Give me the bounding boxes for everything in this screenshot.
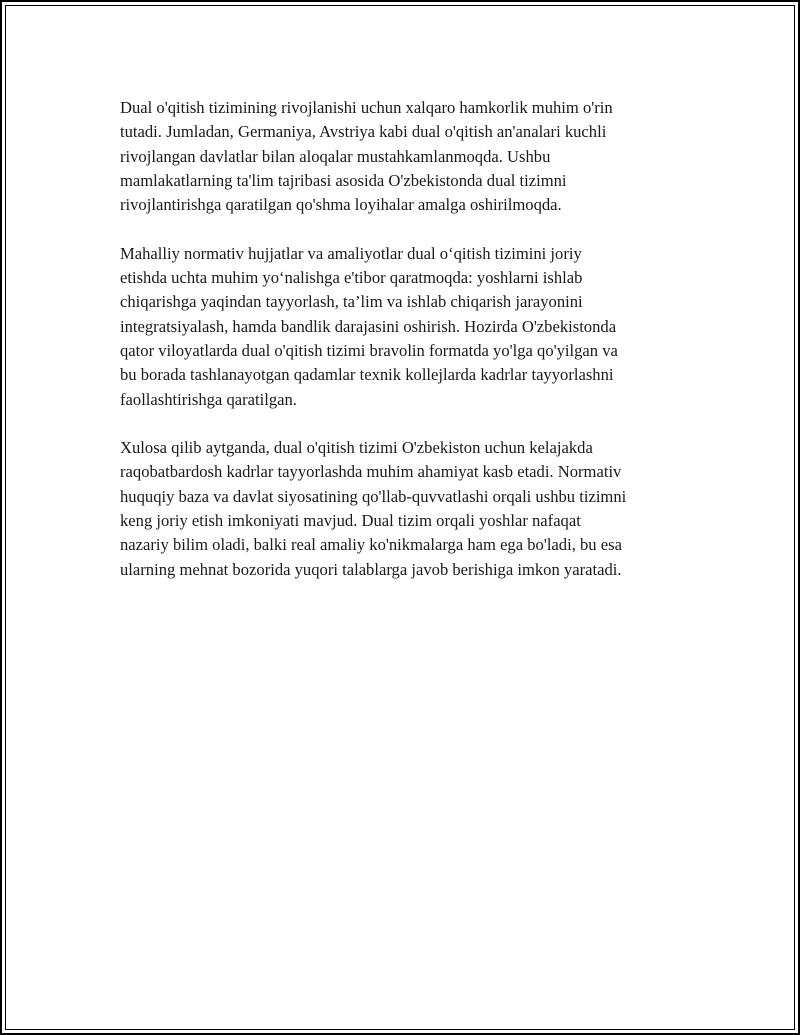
text-line: raqobatbardosh kadrlar tayyorlashda muhim ahamiyat kasb etadi. Normativ (120, 462, 622, 482)
text-line: tutadi. Jumladan, Germaniya, Avstriya kabi dual o'qitish an'analari kuchli (120, 122, 607, 142)
text-line: etishda uchta muhim yo‘nalishga e'tibor qaratmoqda: yoshlarni ishlab (120, 268, 583, 288)
paragraph-1 (120, 96, 700, 217)
text-line: Dual o'qitish tizimining rivojlanishi uchun xalqaro hamkorlik muhim o'rin (120, 98, 613, 117)
text-line: bu borada tashlanayotgan qadamlar texnik kollejlarda kadrlar tayyorlashni (120, 365, 614, 385)
text-line: nazariy bilim oladi, balki real amaliy ko'nikmalarga ham ega bo'ladi, bu esa (120, 535, 622, 555)
paragraph-3 (120, 436, 700, 582)
text-line: Xulosa qilib aytganda, dual o'qitish tizimi O'zbekiston uchun kelajakda (120, 438, 593, 458)
text-line: keng joriy etish imkoniyati mavjud. Dual tizim orqali yoshlar nafaqat (120, 511, 581, 531)
text-line: rivojlantirishga qaratilgan qo'shma loyihalar amalga oshirilmoqda. (120, 195, 562, 215)
paragraph-2 (120, 242, 700, 412)
text-line: Mahalliy normativ hujjatlar va amaliyotlar dual o‘qitish tizimini joriy (120, 243, 582, 263)
text-line: ularning mehnat bozorida yuqori talablarga javob berishiga imkon yaratadi. (120, 559, 622, 579)
text-line: mamlakatlarning ta'lim tajribasi asosida O'zbekistonda dual tizimni (120, 170, 567, 190)
text-line: integratsiyalash, hamda bandlik darajasini oshirish. Hozirda O'zbekistonda (120, 316, 617, 336)
text-line: qator viloyatlarda dual o'qitish tizimi bravolin formatda yo'lga qo'yilgan va (120, 340, 618, 360)
text-line: chiqarishga yaqindan tayyorlash, ta’lim va ishlab chiqarish jarayonini (120, 292, 583, 312)
text-line: faollashtirishga qaratilgan. (120, 389, 297, 409)
document-body (120, 96, 700, 606)
text-line: huquqiy baza va davlat siyosatining qo'llab-quvvatlashi orqali ushbu tizimni (120, 486, 627, 506)
text-line: rivojlangan davlatlar bilan aloqalar mustahkamlanmoqda. Ushbu (120, 146, 551, 166)
